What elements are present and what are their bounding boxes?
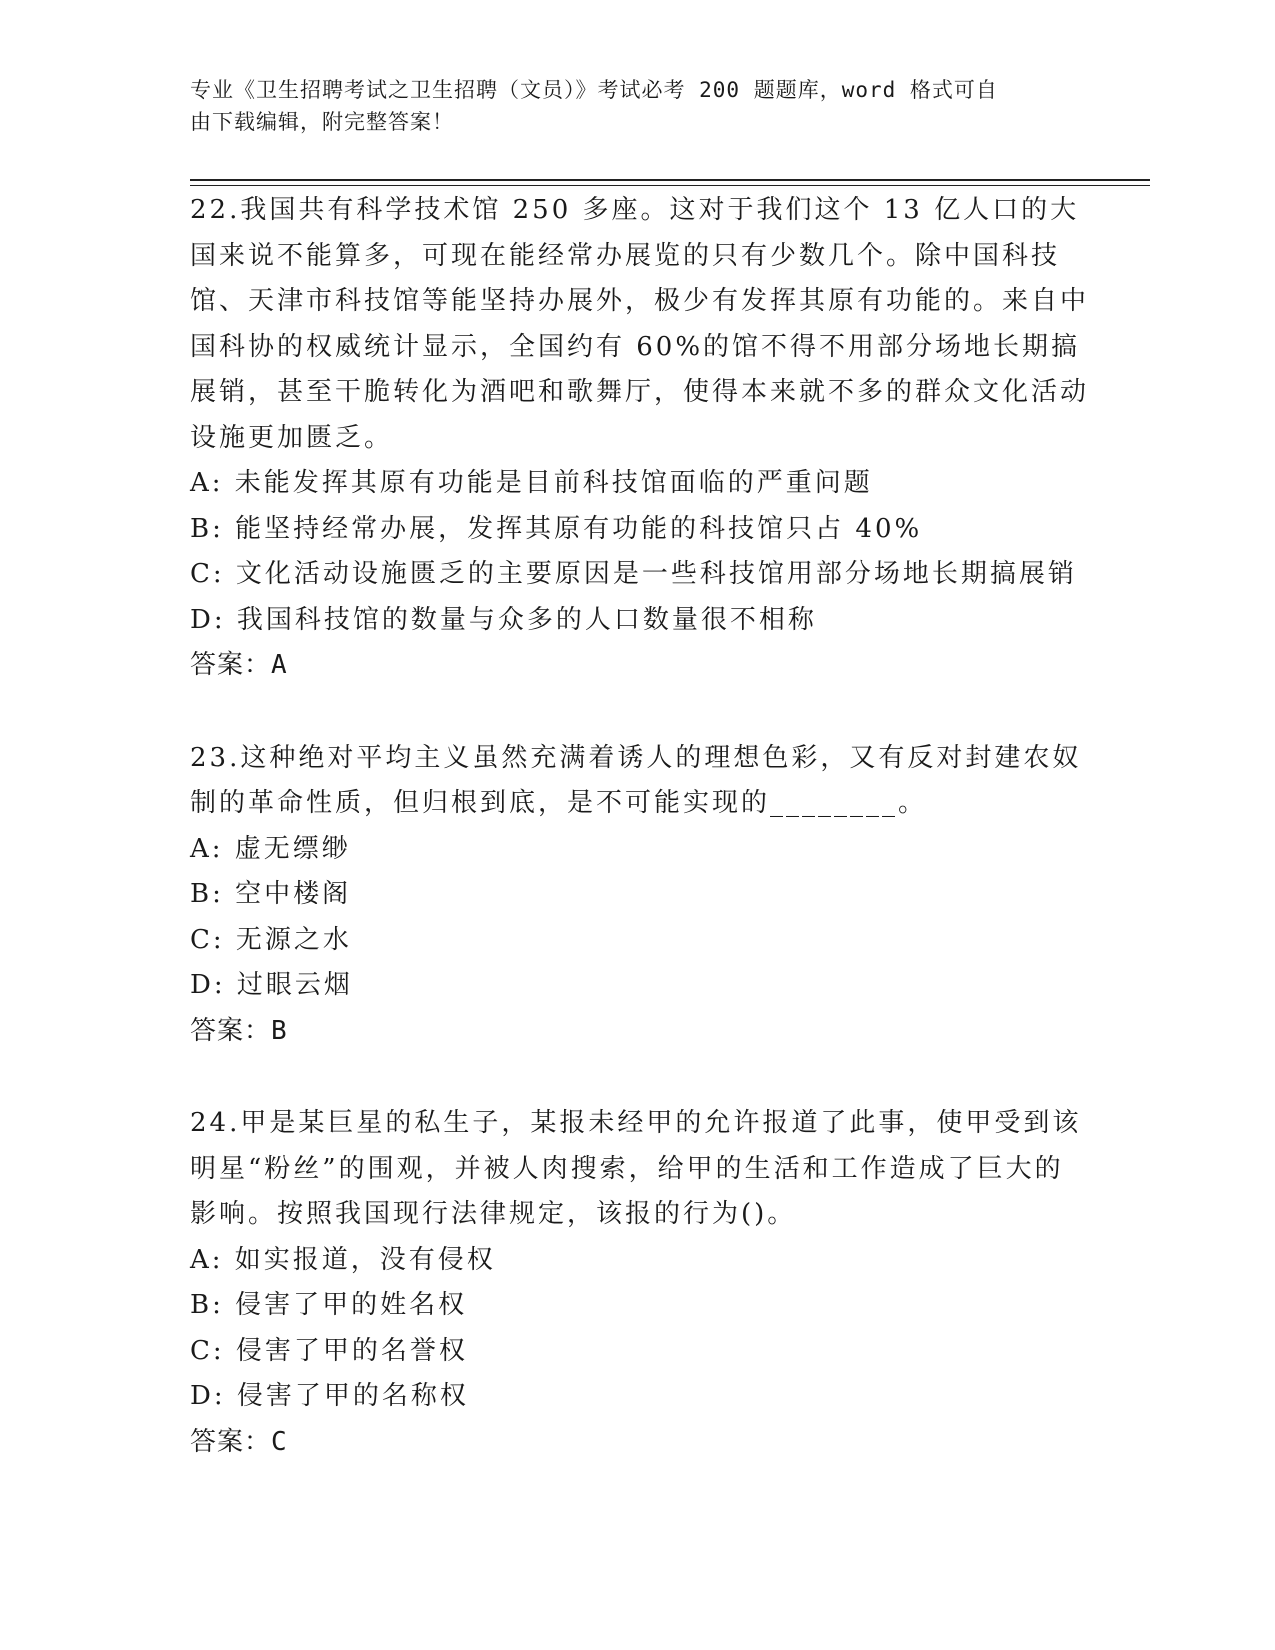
document-header	[190, 74, 1070, 138]
header-divider-thin	[190, 185, 1150, 186]
option-list	[190, 1238, 1090, 1420]
option-list	[190, 461, 1090, 643]
question-24	[190, 1101, 1090, 1465]
answer: 答案：A	[190, 650, 288, 680]
header-divider-thick	[190, 179, 1150, 181]
option-a: A: 未能发挥其原有功能是目前科技馆面临的严重问题	[190, 468, 873, 498]
option-d: D: 过眼云烟	[190, 970, 353, 1000]
question-text: 22.我国共有科学技术馆 250 多座。这对于我们这个 13 亿人口的大国来说不能算多，可现在能经常办展览的只有少数几个。除中国科技馆、天津市科技馆等能坚持办展外，极少有发挥其原有功能的。来自中国科协的权威统计显示，全国约有 60%的馆不得不用部分场地长期搞展销，甚至干脆转化为酒吧和歌舞厅，使得本来就不多的群众文化活动设施更加匮乏。	[190, 195, 1090, 453]
option-a: A: 如实报道，没有侵权	[190, 1244, 496, 1275]
question-text: 23.这种绝对平均主义虽然充满着诱人的理想色彩，又有反对封建农奴制的革命性质，但归根到底，是不可能实现的________。	[190, 742, 1082, 818]
option-c: C: 无源之水	[190, 924, 352, 955]
question-22	[190, 188, 1090, 689]
answer: 答案：B	[190, 1015, 288, 1046]
option-c: C: 文化活动设施匮乏的主要原因是一些科技馆用部分场地长期搞展销	[190, 559, 1077, 589]
header-line-2: 由下载编辑，附完整答案！	[190, 110, 454, 134]
option-d: D: 侵害了甲的名称权	[190, 1381, 469, 1411]
question-23	[190, 736, 1090, 1055]
question-list	[190, 188, 1090, 1465]
option-c: C: 侵害了甲的名誉权	[190, 1335, 468, 1366]
option-b: B: 能坚持经常办展，发挥其原有功能的科技馆只占 40%	[190, 513, 923, 544]
option-b: B: 空中楼阁	[190, 879, 352, 909]
option-d: D: 我国科技馆的数量与众多的人口数量很不相称	[190, 604, 817, 635]
question-text: 24.甲是某巨星的私生子，某报未经甲的允许报道了此事，使甲受到该明星“粉丝”的围观，并被人肉搜索，给甲的生活和工作造成了巨大的影响。按照我国现行法律规定，该报的行为()。	[190, 1108, 1082, 1229]
option-list	[190, 827, 1090, 1009]
option-b: B: 侵害了甲的姓名权	[190, 1290, 468, 1320]
answer: 答案：C	[190, 1426, 288, 1457]
question-spacer	[190, 1054, 1090, 1101]
question-spacer	[190, 689, 1090, 736]
header-line-1: 专业《卫生招聘考试之卫生招聘（文员）》考试必考 200 题题库，word 格式可自	[190, 78, 998, 102]
option-a: A: 虚无缥缈	[190, 833, 351, 864]
